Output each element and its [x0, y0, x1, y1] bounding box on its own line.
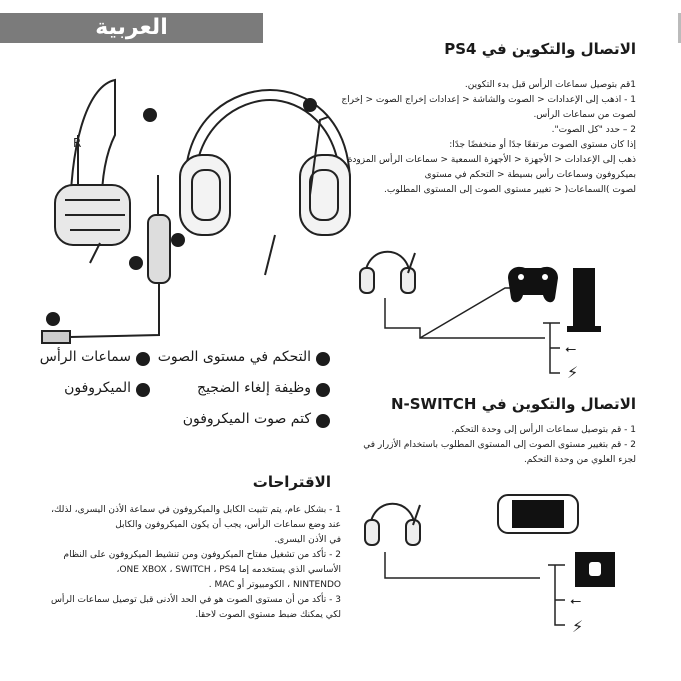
ps4-console-icon	[567, 268, 601, 332]
tips-body	[41, 503, 341, 623]
language-tab: العربية	[0, 13, 263, 43]
callout-dot-1	[143, 108, 157, 122]
tips-title: الاقتراحات	[252, 473, 331, 491]
legend-mute: كتم صوت الميكروفون	[182, 411, 311, 427]
legend-microphone: الميكروفون	[64, 380, 131, 396]
nintendo-logo-icon	[575, 552, 615, 587]
ps4-line: ذهب إلى الإعدادات < الأجهزة < الأجهزة السمعية < سماعات الرأس المزودة	[347, 155, 636, 165]
legend-dot	[316, 383, 330, 397]
callout-dot-5	[46, 312, 60, 326]
legend-dot	[136, 383, 150, 397]
power-icon: ⚡	[567, 363, 579, 382]
ps4-line: لصوت من سماعات الرأس.	[533, 110, 636, 120]
switch-console-icon	[498, 495, 578, 533]
tips-line: عند وضع سماعات الرأس، يجب أن يكون الميكروفون والكابل	[115, 520, 341, 530]
switch-title: الاتصال والتكوين في N-SWITCH	[390, 395, 636, 413]
ps4-line: لصوت )السماعات( < تغيير مستوى الصوت إلى المستوى المطلوب.	[383, 185, 636, 195]
callout-dot-4	[129, 256, 143, 270]
legend-dot	[316, 352, 330, 366]
usb-icon: ⭠	[565, 341, 577, 357]
ps4-connection-diagram	[355, 238, 615, 388]
power-icon: ⚡	[572, 617, 584, 636]
ps4-line: 2 – حدد "كل الصوت".	[551, 125, 636, 135]
ps4-line: 1قم بتوصيل سماعات الرأس قبل بدء التكوين.	[464, 80, 636, 90]
tips-line: 1 - بشكل عام، يتم تثبيت الكابل والميكروفون في سماعة الأذن اليسرى، لذلك،	[51, 505, 341, 515]
switch-line: 2 - قم بتغيير مستوى الصوت إلى المستوى المطلوب باستخدام الأزرار في	[363, 440, 636, 450]
switch-instructions	[306, 423, 636, 468]
ps4-line: 1 - اذهب إلى الإعدادات < الصوت والشاشة < إعدادات إخراج الصوت < إخراج	[341, 95, 636, 105]
legend-volume: التحكم في مستوى الصوت	[157, 349, 311, 365]
ps4-line: إذا كان مستوى الصوت مرتفعًا جدًا أو منخفضًا جدًا:	[449, 140, 636, 150]
legend-noise: وظيفة إلغاء الضجيج	[197, 380, 311, 396]
gamepad-icon	[508, 267, 558, 302]
product-illustration	[30, 75, 340, 355]
ps4-title: الاتصال والتكوين في PS4	[444, 40, 636, 58]
switch-line: لجزء العلوي من وحدة التحكم.	[523, 455, 636, 465]
tips-line: لكي يمكنك ضبط مستوى الصوت لاحقا.	[195, 610, 341, 620]
headset-icon	[365, 504, 420, 545]
headset-side-icon	[55, 80, 130, 263]
headset-front-icon	[180, 90, 350, 275]
callout-dot-3	[171, 233, 185, 247]
tips-line: 2 - تأكد من تشغيل مفتاح الميكروفون ومن تنشيط الميكروفون على النظام	[63, 550, 341, 560]
legend-dot	[136, 352, 150, 366]
tips-line: في الأذن اليسرى.	[274, 535, 341, 545]
switch-connection-diagram	[360, 490, 620, 640]
ps4-instructions	[306, 78, 636, 198]
svg-text:R: R	[73, 136, 82, 150]
callout-dot-2	[303, 98, 317, 112]
tips-line: NINTENDO ، الكومبيوتر أو MAC .	[208, 580, 341, 590]
switch-line: 1 - قم بتوصيل سماعات الرأس إلى وحدة التحكم.	[451, 425, 636, 435]
legend-headset: سماعات الرأس	[39, 349, 131, 365]
usb-icon: ⭠	[570, 593, 582, 609]
tips-line: 3 - تأكد من أن مستوى الصوت هو في الحد الأدنى قبل توصيل سماعات الرأس	[50, 595, 341, 605]
ps4-line: بميكروفون وسماعات رأس بسيطة < التحكم في مستوى	[424, 170, 636, 180]
headset-icon	[360, 252, 415, 293]
tips-line: الأساسي الذي يستخدمه إما ONE XBOX ، SWITCH ، PS4،	[116, 565, 341, 575]
